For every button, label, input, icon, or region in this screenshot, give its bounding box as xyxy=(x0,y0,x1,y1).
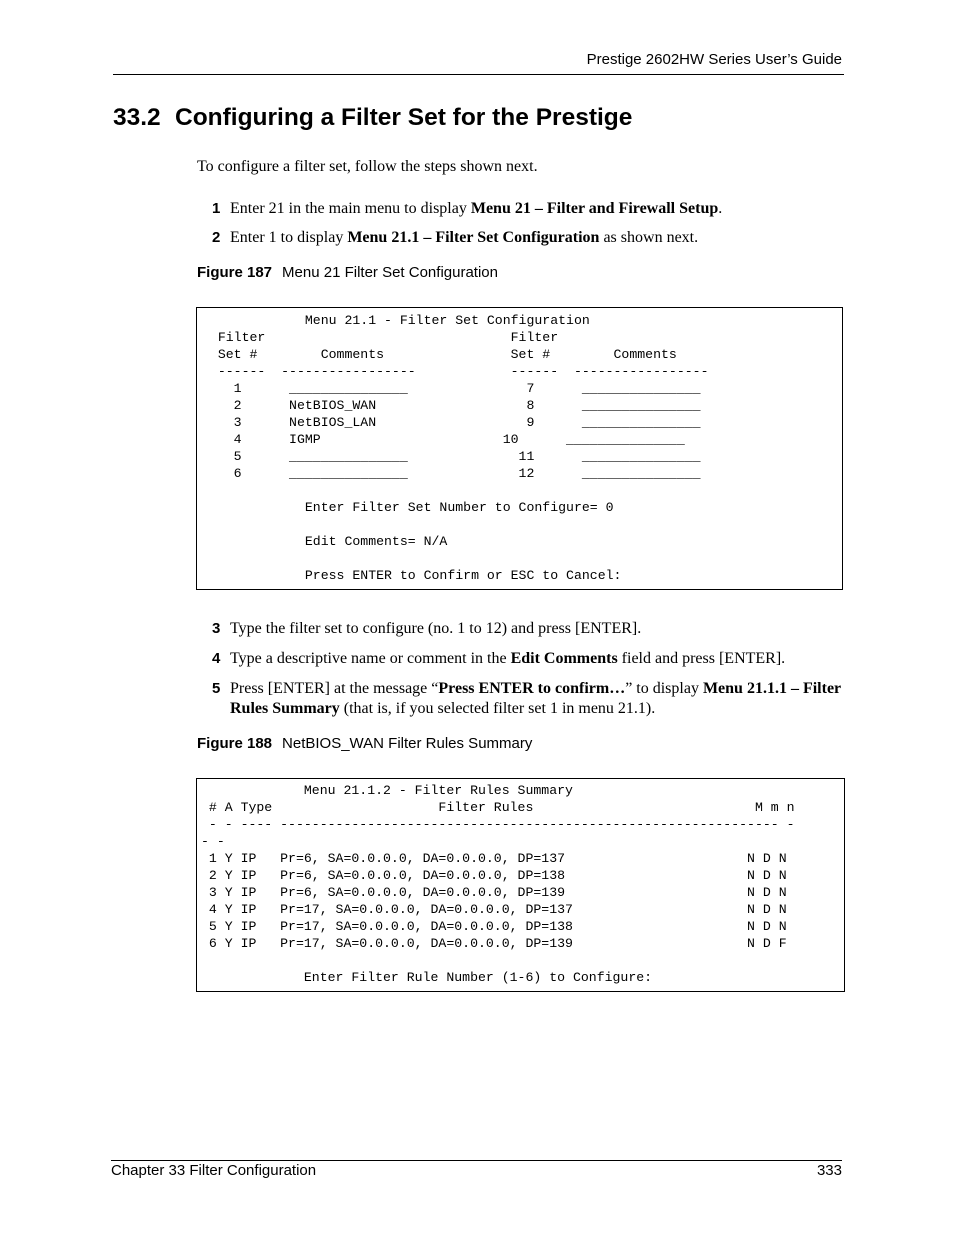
step-text xyxy=(230,228,842,248)
screen-line: ------ ----------------- ------ ----------------- xyxy=(202,364,709,379)
screen-line: 3 NetBIOS_LAN 9 _______________ xyxy=(202,415,701,430)
step-number: 4 xyxy=(212,650,221,667)
step-text-part: Type a descriptive name or comment in the xyxy=(230,650,511,667)
figure-caption-text: NetBIOS_WAN Filter Rules Summary xyxy=(282,735,533,752)
step-number: 3 xyxy=(212,620,221,637)
step-text-part: . xyxy=(718,200,723,217)
screen-line: 6 Y IP Pr=17, SA=0.0.0.0, DA=0.0.0.0, DP=139 N D F xyxy=(201,936,787,951)
step-text-part: (that is, if you selected filter set 1 in menu 21.1). xyxy=(339,700,656,717)
screen-line: 2 NetBIOS_WAN 8 _______________ xyxy=(202,398,701,413)
step-text xyxy=(230,679,842,719)
section-title: Configuring a Filter Set for the Prestige xyxy=(175,104,633,131)
step-2 xyxy=(212,228,842,248)
running-header-title: Prestige 2602HW Series User’s Guide xyxy=(586,51,842,68)
step-text-part: Press [ENTER] at the message “ xyxy=(230,680,439,697)
step-text-part: Enter 21 in the main menu to display xyxy=(230,200,471,217)
screen-line: Menu 21.1 - Filter Set Configuration xyxy=(202,313,590,328)
step-text-part: ” to display xyxy=(625,680,703,697)
step-text xyxy=(230,619,842,639)
screen-line: Press ENTER to Confirm or ESC to Cancel: xyxy=(202,568,622,583)
step-text-part: field and press [ENTER]. xyxy=(617,650,786,667)
step-text-part: as shown next. xyxy=(599,229,699,246)
step-bold-part: Menu 21.1 – Filter Set Configuration xyxy=(347,229,600,246)
screen-line: - - ---- --------------------------------------------------------------- - xyxy=(201,817,795,832)
screen-line: 5 _______________ 11 _______________ xyxy=(202,449,701,464)
screen-line: 2 Y IP Pr=6, SA=0.0.0.0, DA=0.0.0.0, DP=138 N D N xyxy=(201,868,787,883)
screen-line: 4 Y IP Pr=17, SA=0.0.0.0, DA=0.0.0.0, DP=137 N D N xyxy=(201,902,787,917)
figure-188-caption xyxy=(197,735,532,752)
step-text-part: Type the filter set to configure (no. 1 to 12) and press [ENTER]. xyxy=(230,620,642,637)
footer-page-number: 333 xyxy=(816,1162,842,1179)
filter-rules-summary-screen xyxy=(196,778,845,992)
intro-paragraph: To configure a filter set, follow the steps shown next. xyxy=(197,158,538,175)
header-divider xyxy=(113,74,844,75)
screen-line: 6 _______________ 12 _______________ xyxy=(202,466,701,481)
step-3 xyxy=(212,619,842,639)
step-number: 1 xyxy=(212,200,221,217)
screen-line: Filter Filter xyxy=(202,330,559,345)
section-heading xyxy=(113,104,632,132)
step-bold-part: Menu 21.1.1 – Filter Rules Summary xyxy=(230,680,841,717)
figure-caption-text: Menu 21 Filter Set Configuration xyxy=(282,264,498,281)
screen-line: Set # Comments Set # Comments xyxy=(202,347,677,362)
footer-divider xyxy=(111,1160,842,1161)
figure-label: Figure 188 xyxy=(197,735,273,752)
section-number: 33.2 xyxy=(113,104,161,131)
screen-line: 3 Y IP Pr=6, SA=0.0.0.0, DA=0.0.0.0, DP=139 N D N xyxy=(201,885,787,900)
screen-line: # A Type Filter Rules M m n xyxy=(201,800,795,815)
screen-line: 4 IGMP 10 _______________ xyxy=(202,432,685,447)
filter-set-configuration-screen xyxy=(196,307,843,590)
figure-label: Figure 187 xyxy=(197,264,273,281)
screen-line: - - xyxy=(201,834,225,849)
step-number: 2 xyxy=(212,229,221,246)
figure-187-caption xyxy=(197,264,498,281)
step-bold-part: Menu 21 – Filter and Firewall Setup xyxy=(470,200,719,217)
screen-line: Edit Comments= N/A xyxy=(202,534,448,549)
screen-line: Enter Filter Set Number to Configure= 0 xyxy=(202,500,614,515)
step-number: 5 xyxy=(212,680,221,697)
screen-line: 5 Y IP Pr=17, SA=0.0.0.0, DA=0.0.0.0, DP=138 N D N xyxy=(201,919,787,934)
step-4 xyxy=(212,649,842,669)
step-text xyxy=(230,199,842,219)
step-bold-part: Press ENTER to confirm… xyxy=(438,680,626,697)
step-5 xyxy=(212,679,842,719)
step-1 xyxy=(212,199,842,219)
screen-line: Enter Filter Rule Number (1-6) to Configure: xyxy=(201,970,653,985)
screen-line: Menu 21.1.2 - Filter Rules Summary xyxy=(201,783,573,798)
screen-line: 1 Y IP Pr=6, SA=0.0.0.0, DA=0.0.0.0, DP=137 N D N xyxy=(201,851,787,866)
step-text-part: Enter 1 to display xyxy=(230,229,348,246)
screen-line: 1 _______________ 7 _______________ xyxy=(202,381,701,396)
step-text xyxy=(230,649,842,669)
footer-chapter: Chapter 33 Filter Configuration xyxy=(111,1162,317,1179)
step-bold-part: Edit Comments xyxy=(510,650,618,667)
